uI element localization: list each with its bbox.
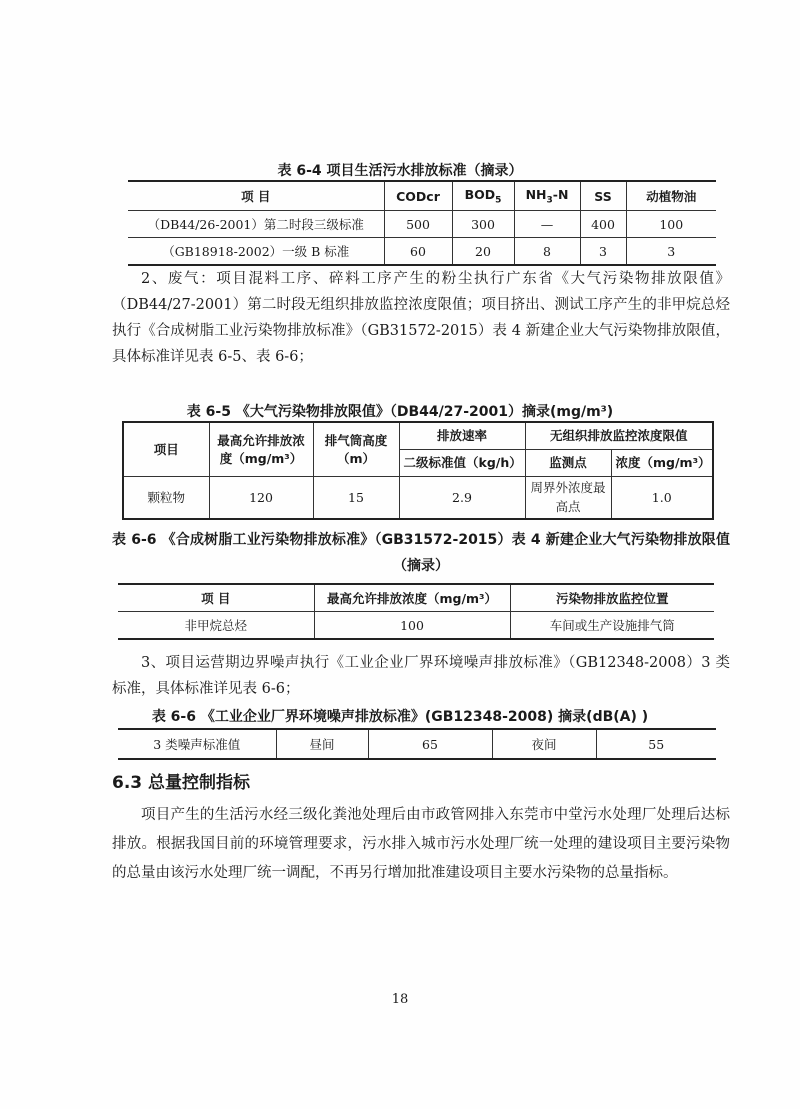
- cell: 颗粒物: [123, 477, 209, 519]
- cell: 2.9: [399, 477, 525, 519]
- table-row: [123, 477, 713, 519]
- cell: 3: [626, 238, 716, 266]
- table-row: [118, 729, 716, 759]
- header-ss: SS: [580, 181, 626, 211]
- header-monitor-location: 污染物排放监控位置: [510, 584, 714, 612]
- paragraph-waste-gas: 2、废气：项目混料工序、碎料工序产生的粉尘执行广东省《大气污染物排放限值》（DB44/27-2001）第二时段无组织排放监控浓度限值；项目挤出、测试工序产生的非甲烷总烃执行《合成树脂工业污染物排放标准》（GB31572-2015）表 4 新建企业大气污染物排放限值，具体标准详见表 6-5、表 6-6；: [112, 271, 730, 365]
- cell: 周界外浓度最高点: [525, 477, 611, 519]
- cell: 65: [368, 729, 492, 759]
- cell: （DB44/26-2001）第二时段三级标准: [128, 211, 384, 238]
- header-monitor-point: 监测点: [525, 450, 611, 477]
- cell: （GB18918-2002）一级 B 标准: [128, 238, 384, 266]
- page-number: 18: [391, 992, 409, 1007]
- cell: 昼间: [276, 729, 368, 759]
- cell: 120: [209, 477, 313, 519]
- header-nh3n: $NH_3-N$: [514, 181, 580, 211]
- section-title: 6.3 总量控制指标: [112, 773, 251, 793]
- table-noise-caption: 表 6-6 《工业企业厂界环境噪声排放标准》(GB12348-2008) 摘录(dB(A) ): [151, 709, 649, 725]
- cell: 60: [384, 238, 452, 266]
- header-emission-rate: 排放速率: [399, 422, 525, 450]
- paragraph-total-control: 项目产生的生活污水经三级化粪池处理后由市政管网排入东莞市中堂污水处理厂处理后达标排放。根据我国目前的环境管理要求，污水排入城市污水处理厂统一处理的建设项目主要污染物的总量由该污水处理厂统一调配，不再另行增加批准建设项目主要水污染物的总量指标。: [112, 807, 730, 881]
- header-item: 项 目: [118, 584, 314, 612]
- table-6-6: [118, 583, 714, 640]
- cell: 500: [384, 211, 452, 238]
- header-stack-height: 排气筒高度（m）: [313, 422, 399, 477]
- header-item: 项 目: [128, 181, 384, 211]
- header-unorganized-conc: 浓度（mg/m³）: [611, 450, 713, 477]
- table-row: [118, 612, 714, 640]
- cell: 非甲烷总烃: [184, 618, 247, 633]
- cell: 100: [626, 211, 716, 238]
- cell: 3: [580, 238, 626, 266]
- cell: 300: [452, 211, 514, 238]
- header-item: 项目: [123, 422, 209, 477]
- table-row: [128, 238, 716, 266]
- header-unorganized-limit: 无组织排放监控浓度限值: [525, 422, 713, 450]
- table-6-4-caption: 表 6-4 项目生活污水排放标准（摘录）: [277, 163, 523, 179]
- cell: 1.0: [611, 477, 713, 519]
- cell: 8: [514, 238, 580, 266]
- header-oil: 动植物油: [626, 181, 716, 211]
- header-max-conc: 最高允许排放浓度（mg/m³）: [209, 422, 313, 477]
- paragraph-noise: 3、项目运营期边界噪声执行《工业企业厂界环境噪声排放标准》（GB12348-2008）3 类标准，具体标准详见表 6-6；: [112, 655, 730, 697]
- cell: 夜间: [492, 729, 596, 759]
- cell: 15: [313, 477, 399, 519]
- table-6-4: [128, 180, 716, 266]
- cell: 100: [314, 612, 510, 640]
- cell: 400: [580, 211, 626, 238]
- header-codcr: CODcr: [384, 181, 452, 211]
- table-6-6-caption: 表 6-6 《合成树脂工业污染物排放标准》（GB31572-2015）表 4 新建企业大气污染物排放限值（摘录）: [112, 532, 730, 574]
- table-row: [128, 211, 716, 238]
- table-6-5-caption: 表 6-5 《大气污染物排放限值》（DB44/27-2001）摘录(mg/m³): [186, 404, 614, 420]
- cell: 55: [596, 729, 716, 759]
- header-max-conc: 最高允许排放浓度（mg/m³）: [314, 584, 510, 612]
- table-noise: [118, 728, 716, 760]
- cell: 车间或生产设施排气筒: [510, 612, 714, 640]
- header-rate-standard: 二级标准值（kg/h）: [399, 450, 525, 477]
- cell: 20: [452, 238, 514, 266]
- cell: —: [514, 211, 580, 238]
- table-6-5: [122, 421, 714, 520]
- cell: 3 类噪声标准值: [153, 737, 241, 752]
- header-bod5: $BOD_5$: [452, 181, 514, 211]
